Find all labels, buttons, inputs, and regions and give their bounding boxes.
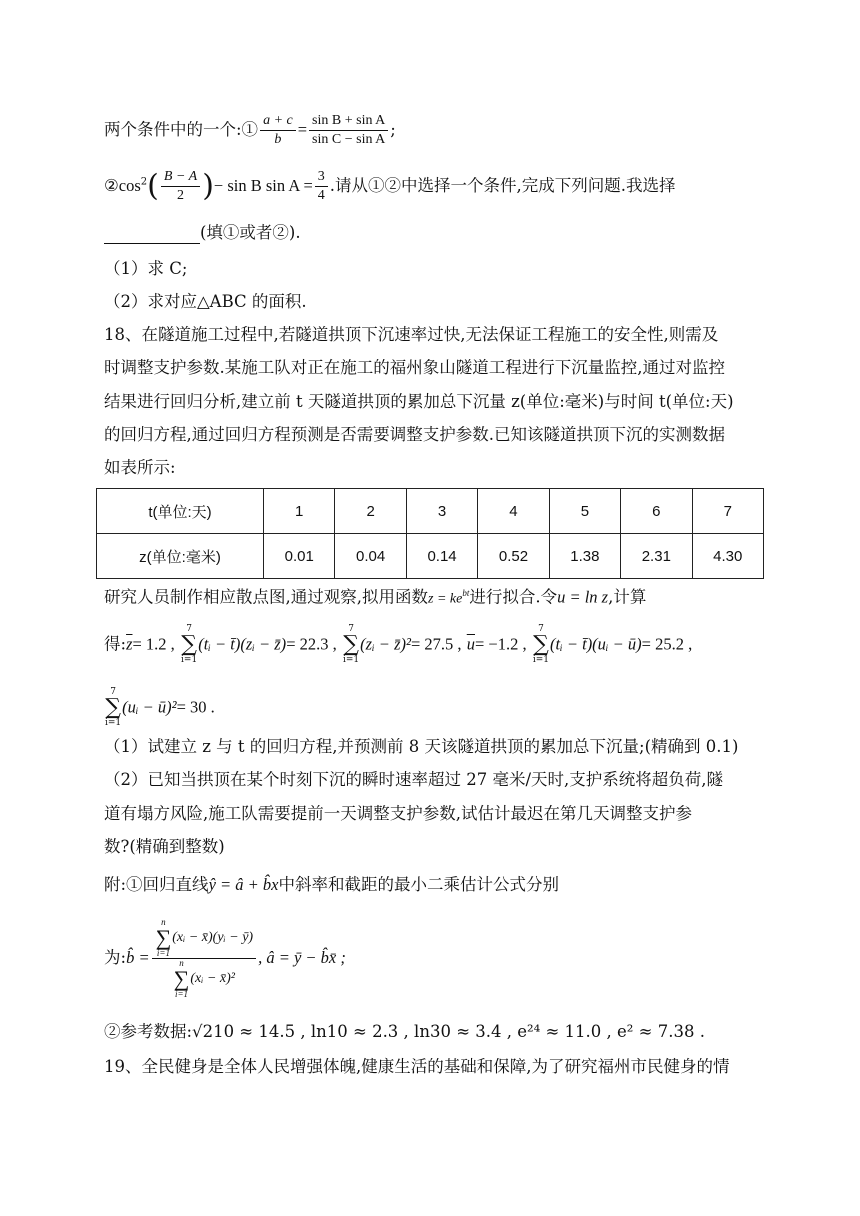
- answer-blank: [104, 227, 200, 244]
- q18-para-line-5: 如表所示:: [104, 458, 176, 477]
- choice-line: [104, 222, 301, 244]
- table-cell: 4.30: [692, 534, 763, 579]
- u-definition: u = ln z: [557, 587, 609, 607]
- q17-part2: （2）求对应△ABC 的面积.: [104, 292, 307, 311]
- q18-sub2-line-2: 道有塌方风险,施工队需要提前一天调整支护参数,试估计最迟在第几天调整支护参: [104, 804, 692, 823]
- sin-product: − sin B sin A =: [213, 176, 313, 195]
- a-hat-formula: , â = ȳ − b̂x̄ ;: [258, 948, 346, 967]
- frac1-num: a + c: [260, 112, 296, 131]
- right-paren: ): [202, 168, 214, 204]
- sigma-glyph: ∑: [343, 632, 359, 657]
- condition-two-line: [104, 168, 676, 205]
- sum4-line: [104, 688, 215, 728]
- numerator-body: (xᵢ − x̄)(yᵢ − ȳ): [172, 930, 254, 946]
- left-paren: (: [147, 168, 159, 204]
- fit-exponent: bt: [462, 588, 470, 598]
- sum-symbol: [533, 625, 549, 665]
- line1-suffix: ;: [390, 120, 396, 139]
- fraction-b-minus-a: [161, 168, 200, 205]
- frac1-den: b: [274, 132, 282, 147]
- sum-symbol: [156, 918, 172, 958]
- u-bar-value: = −1.2 ,: [475, 634, 527, 654]
- sum4-value: = 30 .: [176, 697, 215, 717]
- table-cell: 7: [692, 489, 763, 534]
- sum-top: 7: [186, 624, 192, 634]
- choice-hint: (填①或者②).: [200, 223, 301, 242]
- slope-numerator: [152, 918, 257, 959]
- sum1-value: = 22.3 ,: [286, 634, 337, 654]
- appendix-line-1: [104, 874, 559, 896]
- fit-function: z = ke: [428, 591, 463, 607]
- equals-sign: =: [297, 120, 308, 139]
- q18-sub2-line-3: 数?(精确到整数): [104, 837, 225, 856]
- fraction-ac-over-b: [260, 112, 296, 149]
- table-row: [97, 489, 764, 534]
- settlement-data-table: [96, 488, 764, 579]
- choice-instruction: .请从①②中选择一个条件,完成下列问题.我选择: [329, 176, 676, 195]
- z-bar-value: = 1.2 ,: [132, 634, 175, 654]
- sum-top: 7: [348, 624, 354, 634]
- table-cell: 5: [549, 489, 620, 534]
- table-cell: 0.01: [264, 534, 335, 579]
- sum-bottom: i=1: [174, 989, 189, 999]
- frac4-den: 4: [317, 188, 325, 203]
- fit-model-line: [104, 582, 646, 611]
- q18-para-line-4: 的回归方程,通过回归方程预测是否需要调整支护参数.已知该隧道拱顶下沉的实测数据: [104, 425, 725, 444]
- appendix-intro: 附:①回归直线: [104, 875, 209, 894]
- sum-bottom: i=1: [343, 655, 360, 665]
- sigma-glyph: ∑: [181, 632, 197, 657]
- condition-intro: 两个条件中的一个:①: [104, 120, 259, 139]
- b-hat: b̂ =: [126, 948, 150, 967]
- table-cell: 2: [335, 489, 406, 534]
- slope-denominator: [152, 959, 257, 999]
- sigma-glyph: ∑: [173, 966, 190, 991]
- reference-data: ②参考数据:√210 ≈ 14.5 , ln10 ≈ 2.3 , ln30 ≈ 3.4 , e²⁴ ≈ 11.0 , e² ≈ 7.38 .: [104, 1022, 705, 1041]
- table-cell: 1: [264, 489, 335, 534]
- u-bar: $\overline{u}$: [466, 634, 475, 654]
- z-bar: $\overline{z}$: [126, 634, 133, 654]
- table-cell: 0.04: [335, 534, 406, 579]
- sum3-value: = 25.2 ,: [641, 634, 693, 654]
- q18-sub2-line-1: （2）已知当拱顶在某个时刻下沉的瞬时速率超过 27 毫米/天时,支护系统将超负荷,隧: [104, 770, 724, 789]
- frac2-den: sin C − sin A: [312, 132, 386, 147]
- q18-para-line-3: 结果进行回归分析,建立前 t 天隧道拱顶的累加总下沉量 z(单位:毫米)与时间 t(单位:天): [104, 392, 734, 411]
- sum-top: 7: [110, 687, 116, 697]
- sum2-value: = 27.5 ,: [410, 634, 462, 654]
- q18-para-line-1: 18、在隧道施工过程中,若隧道拱顶下沉速率过快,无法保证工程施工的安全性,则需及: [104, 325, 719, 344]
- sigma-glyph: ∑: [105, 695, 121, 720]
- sum-bottom: i=1: [181, 655, 198, 665]
- sum4-body: (uᵢ − ū)²: [122, 697, 177, 717]
- sum-bottom: i=1: [156, 948, 170, 958]
- regression-line-eq: ŷ = â + b̂x: [208, 875, 279, 894]
- sum2-body: (zᵢ − z̄)²: [360, 634, 411, 654]
- q18-sub1: （1）试建立 z 与 t 的回归方程,并预测前 8 天该隧道拱顶的累加总下沉量;(精确到 0.1): [104, 737, 739, 756]
- table-header-z: z(单位:毫米): [97, 534, 264, 579]
- table-cell: 2.31: [621, 534, 692, 579]
- q19-line-1: 19、全民健身是全体人民增强体魄,健康生活的基础和保障,为了研究福州市民健身的情: [104, 1057, 730, 1076]
- fit-end: ,计算: [608, 587, 647, 607]
- computed-stats-line: [104, 625, 692, 665]
- sum-symbol: [105, 688, 121, 728]
- frac3-den: 2: [177, 188, 185, 203]
- fit-middle: 进行拟合.令: [469, 587, 558, 607]
- slope-fraction: [152, 918, 257, 999]
- sum-top: n: [179, 958, 184, 968]
- cos-label: ②cos: [104, 176, 141, 195]
- fraction-sin-ratio: [309, 112, 388, 149]
- q18-para-line-2: 时调整支护参数.某施工队对正在施工的福州象山隧道工程进行下沉量监控,通过对监控: [104, 358, 725, 377]
- sum-symbol: [181, 625, 197, 665]
- sum-top: n: [161, 917, 166, 927]
- cos-square: 2: [140, 176, 148, 188]
- table-cell: 6: [621, 489, 692, 534]
- q17-part1: （1）求 C;: [104, 259, 188, 278]
- formula-prefix: 为:: [104, 948, 127, 967]
- condition-one-line: [104, 112, 396, 149]
- sum1-body: (tᵢ − t̄)(zᵢ − z̄): [198, 634, 287, 654]
- fit-intro: 研究人员制作相应散点图,通过观察,拟用函数: [104, 587, 428, 607]
- sigma-glyph: ∑: [533, 632, 549, 657]
- table-header-t: t(单位:天): [97, 489, 264, 534]
- sum-symbol: [174, 959, 190, 999]
- table-cell: 4: [478, 489, 549, 534]
- sum-symbol: [343, 625, 359, 665]
- fraction-three-quarters: [315, 168, 328, 205]
- frac2-num: sin B + sin A: [309, 112, 388, 131]
- frac4-num: 3: [315, 168, 328, 187]
- frac3-num: B − A: [161, 168, 200, 187]
- table-cell: 0.52: [478, 534, 549, 579]
- table-cell: 0.14: [406, 534, 477, 579]
- sum3-body: (tᵢ − t̄)(uᵢ − ū): [550, 634, 642, 654]
- sigma-glyph: ∑: [155, 925, 172, 950]
- table-cell: 3: [406, 489, 477, 534]
- sum-top: 7: [538, 624, 544, 634]
- appendix-desc: 中斜率和截距的最小二乘估计公式分别: [278, 875, 559, 894]
- sum-bottom: i=1: [105, 718, 122, 728]
- denominator-body: (xᵢ − x̄)²: [190, 971, 235, 987]
- table-row: [97, 534, 764, 579]
- sum-bottom: i=1: [532, 655, 550, 665]
- table-cell: 1.38: [549, 534, 620, 579]
- least-squares-formula: [104, 918, 346, 999]
- calc-prefix: 得:: [104, 634, 127, 654]
